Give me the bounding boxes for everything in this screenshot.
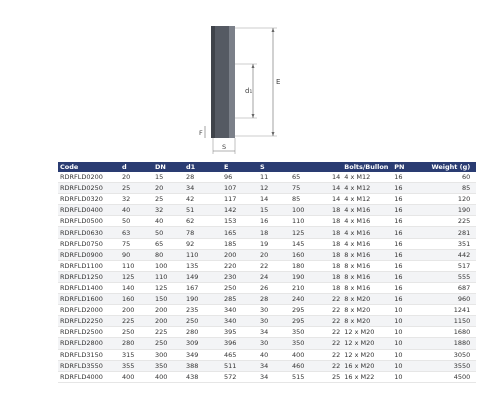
cell-d: 250 [120, 327, 153, 338]
cell-d: 200 [120, 305, 153, 316]
cell-hole: 18 [332, 250, 341, 259]
flange-technical-drawing [195, 22, 305, 157]
cell-e: 107 [222, 183, 258, 194]
cell-s: 30 [258, 338, 290, 349]
cell-weight: 1880 [428, 338, 476, 349]
table-header [58, 162, 476, 172]
cell-code: RDRFLD0750 [58, 238, 120, 249]
cell-code: RDRFLD0400 [58, 205, 120, 216]
cell-k: 85 [290, 194, 330, 205]
dimension-d1-label: d₁ [245, 87, 253, 95]
dimension-s-label: S [222, 143, 227, 151]
cell-d1: 190 [184, 294, 222, 305]
cell-d1: 135 [184, 260, 222, 271]
header-weight: Weight (g) [428, 162, 476, 172]
cell-hole: 25 [332, 372, 341, 381]
cell-code: RDRFLD0250 [58, 183, 120, 194]
table-row [58, 227, 476, 238]
cell-e: 395 [222, 327, 258, 338]
cell-d: 75 [120, 238, 153, 249]
cell-e: 465 [222, 349, 258, 360]
cell-e: 117 [222, 194, 258, 205]
cell-dn: 65 [153, 238, 184, 249]
cell-k: 350 [290, 338, 330, 349]
cell-dn: 400 [153, 371, 184, 382]
dimension-e-arrow-top [272, 28, 275, 32]
cell-e: 396 [222, 338, 258, 349]
cell-bolts: 8 x M16 [342, 271, 392, 282]
cell-d: 63 [120, 227, 153, 238]
header-col7 [290, 162, 330, 172]
cell-pn: 10 [392, 338, 428, 349]
cell-dn: 25 [153, 194, 184, 205]
cell-pn: 16 [392, 294, 428, 305]
cell-weight: 1241 [428, 305, 476, 316]
cell-code: RDRFLD0320 [58, 194, 120, 205]
cell-hole: 22 [332, 317, 341, 326]
header-pn: PN [392, 162, 428, 172]
cell-e: 185 [222, 238, 258, 249]
table-row [58, 282, 476, 293]
header-spacer [330, 162, 342, 172]
header-d1: d1 [184, 162, 222, 172]
cell-d1: 235 [184, 305, 222, 316]
cell-weight: 85 [428, 183, 476, 194]
cell-d1: 438 [184, 371, 222, 382]
cell-d: 400 [120, 371, 153, 382]
table-row [58, 349, 476, 360]
cell-bolts: 4 x M16 [342, 238, 392, 249]
dimension-f-label: F [199, 129, 203, 137]
cell-dn: 350 [153, 360, 184, 371]
cell-pn: 10 [392, 327, 428, 338]
cell-e: 572 [222, 371, 258, 382]
dimension-e-arrow-bottom [272, 132, 275, 136]
cell-e: 200 [222, 249, 258, 260]
table-row [58, 238, 476, 249]
cell-weight: 960 [428, 294, 476, 305]
cell-weight: 281 [428, 227, 476, 238]
cell-pn: 10 [392, 316, 428, 327]
cell-d: 225 [120, 316, 153, 327]
cell-e: 285 [222, 294, 258, 305]
cell-weight: 3550 [428, 360, 476, 371]
cell-s: 12 [258, 183, 290, 194]
cell-d1: 42 [184, 194, 222, 205]
cell-dn: 80 [153, 249, 184, 260]
cell-d1: 110 [184, 249, 222, 260]
cell-pn: 16 [392, 205, 428, 216]
cell-code: RDRFLD2000 [58, 305, 120, 316]
dimension-d1-arrow-top [252, 64, 255, 68]
table-row [58, 338, 476, 349]
cell-pn: 16 [392, 227, 428, 238]
cell-hole: 18 [332, 272, 341, 281]
table-row [58, 260, 476, 271]
table-row [58, 360, 476, 371]
cell-k: 110 [290, 216, 330, 227]
cell-k: 75 [290, 183, 330, 194]
cell-d: 25 [120, 183, 153, 194]
cell-pn: 16 [392, 172, 428, 183]
cell-s: 18 [258, 227, 290, 238]
cell-pn: 16 [392, 194, 428, 205]
cell-hole: 22 [332, 328, 341, 337]
cell-s: 11 [258, 172, 290, 183]
cell-dn: 50 [153, 227, 184, 238]
cell-weight: 351 [428, 238, 476, 249]
cell-weight: 687 [428, 282, 476, 293]
cell-k: 400 [290, 349, 330, 360]
header-s: S [258, 162, 290, 172]
table-row [58, 194, 476, 205]
cell-s: 22 [258, 260, 290, 271]
cell-code: RDRFLD1100 [58, 260, 120, 271]
table-row [58, 305, 476, 316]
cell-k: 160 [290, 249, 330, 260]
cell-d1: 349 [184, 349, 222, 360]
cell-dn: 300 [153, 349, 184, 360]
table-row [58, 294, 476, 305]
cell-e: 165 [222, 227, 258, 238]
cell-d1: 149 [184, 271, 222, 282]
cell-k: 145 [290, 238, 330, 249]
cell-code: RDRFLD3150 [58, 349, 120, 360]
table-row [58, 316, 476, 327]
cell-s: 19 [258, 238, 290, 249]
cell-weight: 120 [428, 194, 476, 205]
cell-dn: 20 [153, 183, 184, 194]
cell-e: 153 [222, 216, 258, 227]
cell-s: 40 [258, 349, 290, 360]
table-row [58, 205, 476, 216]
cell-bolts: 16 x M22 [342, 371, 392, 382]
cell-pn: 16 [392, 260, 428, 271]
cell-k: 460 [290, 360, 330, 371]
cell-d1: 280 [184, 327, 222, 338]
header-dn: DN [153, 162, 184, 172]
header-code: Code [58, 162, 120, 172]
table-row [58, 216, 476, 227]
cell-dn: 40 [153, 216, 184, 227]
cell-s: 30 [258, 316, 290, 327]
cell-weight: 1680 [428, 327, 476, 338]
cell-code: RDRFLD3550 [58, 360, 120, 371]
flange-hub [211, 26, 215, 138]
table-row [58, 249, 476, 260]
cell-weight: 1150 [428, 316, 476, 327]
cell-k: 350 [290, 327, 330, 338]
cell-pn: 16 [392, 271, 428, 282]
cell-bolts: 4 x M12 [342, 183, 392, 194]
cell-s: 14 [258, 194, 290, 205]
header-bolts: Bolts/Bullon [342, 162, 392, 172]
cell-d1: 34 [184, 183, 222, 194]
cell-dn: 32 [153, 205, 184, 216]
cell-pn: 16 [392, 183, 428, 194]
cell-bolts: 12 x M20 [342, 338, 392, 349]
cell-d: 280 [120, 338, 153, 349]
cell-d: 40 [120, 205, 153, 216]
cell-d: 125 [120, 271, 153, 282]
cell-weight: 190 [428, 205, 476, 216]
cell-code: RDRFLD0500 [58, 216, 120, 227]
cell-s: 34 [258, 360, 290, 371]
cell-d1: 309 [184, 338, 222, 349]
cell-s: 16 [258, 216, 290, 227]
cell-d: 90 [120, 249, 153, 260]
cell-code: RDRFLD1250 [58, 271, 120, 282]
cell-bolts: 8 x M16 [342, 282, 392, 293]
cell-s: 34 [258, 371, 290, 382]
cell-bolts: 4 x M16 [342, 227, 392, 238]
header-e: E [222, 162, 258, 172]
cell-hole: 18 [332, 206, 341, 215]
cell-pn: 16 [392, 238, 428, 249]
cell-hole: 18 [332, 217, 341, 226]
cell-d: 50 [120, 216, 153, 227]
table-row [58, 327, 476, 338]
cell-e: 142 [222, 205, 258, 216]
cell-code: RDRFLD1600 [58, 294, 120, 305]
cell-d: 20 [120, 172, 153, 183]
cell-k: 240 [290, 294, 330, 305]
cell-hole: 18 [332, 228, 341, 237]
cell-d1: 250 [184, 316, 222, 327]
cell-weight: 4500 [428, 371, 476, 382]
cell-code: RDRFLD0630 [58, 227, 120, 238]
cell-k: 515 [290, 371, 330, 382]
cell-dn: 110 [153, 271, 184, 282]
flange-spec-table [58, 162, 476, 383]
cell-d1: 167 [184, 282, 222, 293]
cell-e: 220 [222, 260, 258, 271]
cell-bolts: 4 x M12 [342, 194, 392, 205]
cell-hole: 18 [332, 283, 341, 292]
cell-pn: 10 [392, 305, 428, 316]
cell-weight: 225 [428, 216, 476, 227]
cell-dn: 200 [153, 305, 184, 316]
cell-weight: 555 [428, 271, 476, 282]
cell-d1: 28 [184, 172, 222, 183]
cell-hole: 22 [332, 339, 341, 348]
cell-e: 250 [222, 282, 258, 293]
cell-s: 28 [258, 294, 290, 305]
cell-s: 34 [258, 327, 290, 338]
cell-hole: 22 [332, 295, 341, 304]
cell-pn: 10 [392, 349, 428, 360]
table-body [58, 172, 476, 382]
cell-s: 20 [258, 249, 290, 260]
cell-hole: 22 [332, 361, 341, 370]
cell-hole: 22 [332, 306, 341, 315]
cell-dn: 225 [153, 327, 184, 338]
cell-pn: 16 [392, 282, 428, 293]
cell-hole: 22 [332, 350, 341, 359]
cell-e: 511 [222, 360, 258, 371]
header-d: d [120, 162, 153, 172]
cell-k: 100 [290, 205, 330, 216]
cell-s: 24 [258, 271, 290, 282]
cell-d1: 92 [184, 238, 222, 249]
cell-dn: 150 [153, 294, 184, 305]
cell-code: RDRFLD2250 [58, 316, 120, 327]
cell-hole: 14 [332, 195, 341, 204]
table-row [58, 172, 476, 183]
dimension-d1-arrow-bottom [252, 114, 255, 118]
cell-code: RDRFLD2800 [58, 338, 120, 349]
cell-weight: 60 [428, 172, 476, 183]
cell-dn: 15 [153, 172, 184, 183]
cell-code: RDRFLD2500 [58, 327, 120, 338]
cell-weight: 517 [428, 260, 476, 271]
cell-bolts: 12 x M20 [342, 349, 392, 360]
cell-pn: 16 [392, 249, 428, 260]
cell-code: RDRFLD1400 [58, 282, 120, 293]
cell-s: 30 [258, 305, 290, 316]
cell-pn: 16 [392, 216, 428, 227]
cell-s: 26 [258, 282, 290, 293]
cell-dn: 125 [153, 282, 184, 293]
cell-k: 180 [290, 260, 330, 271]
cell-d: 110 [120, 260, 153, 271]
cell-k: 190 [290, 271, 330, 282]
table-row [58, 183, 476, 194]
cell-hole: 14 [332, 184, 341, 193]
cell-bolts: 8 x M16 [342, 249, 392, 260]
flange-face-highlight [229, 26, 235, 138]
cell-bolts: 8 x M20 [342, 305, 392, 316]
cell-e: 340 [222, 305, 258, 316]
cell-d1: 51 [184, 205, 222, 216]
cell-k: 65 [290, 172, 330, 183]
cell-bolts: 8 x M16 [342, 260, 392, 271]
cell-bolts: 4 x M16 [342, 216, 392, 227]
cell-bolts: 4 x M12 [342, 172, 392, 183]
cell-s: 15 [258, 205, 290, 216]
cell-k: 210 [290, 282, 330, 293]
cell-weight: 442 [428, 249, 476, 260]
cell-dn: 200 [153, 316, 184, 327]
cell-code: RDRFLD0900 [58, 249, 120, 260]
cell-bolts: 8 x M20 [342, 294, 392, 305]
cell-dn: 100 [153, 260, 184, 271]
cell-bolts: 12 x M20 [342, 327, 392, 338]
cell-hole: 14 [332, 173, 341, 182]
cell-weight: 3050 [428, 349, 476, 360]
cell-d: 315 [120, 349, 153, 360]
header-row [58, 162, 476, 172]
cell-pn: 10 [392, 360, 428, 371]
cell-e: 230 [222, 271, 258, 282]
cell-e: 340 [222, 316, 258, 327]
cell-e: 96 [222, 172, 258, 183]
cell-d1: 62 [184, 216, 222, 227]
cell-d: 140 [120, 282, 153, 293]
cell-d: 355 [120, 360, 153, 371]
cell-dn: 250 [153, 338, 184, 349]
cell-d: 32 [120, 194, 153, 205]
cell-code: RDRFLD0200 [58, 172, 120, 183]
cell-code: RDRFLD4000 [58, 371, 120, 382]
table-row [58, 271, 476, 282]
cell-bolts: 16 x M20 [342, 360, 392, 371]
cell-k: 295 [290, 305, 330, 316]
cell-pn: 10 [392, 371, 428, 382]
cell-bolts: 8 x M20 [342, 316, 392, 327]
cell-hole: 18 [332, 239, 341, 248]
cell-bolts: 4 x M16 [342, 205, 392, 216]
cell-k: 125 [290, 227, 330, 238]
cell-k: 295 [290, 316, 330, 327]
table-row [58, 371, 476, 382]
cell-d1: 388 [184, 360, 222, 371]
cell-d1: 78 [184, 227, 222, 238]
dimension-e-label: E [276, 78, 281, 86]
cell-hole: 18 [332, 261, 341, 270]
cell-d: 160 [120, 294, 153, 305]
